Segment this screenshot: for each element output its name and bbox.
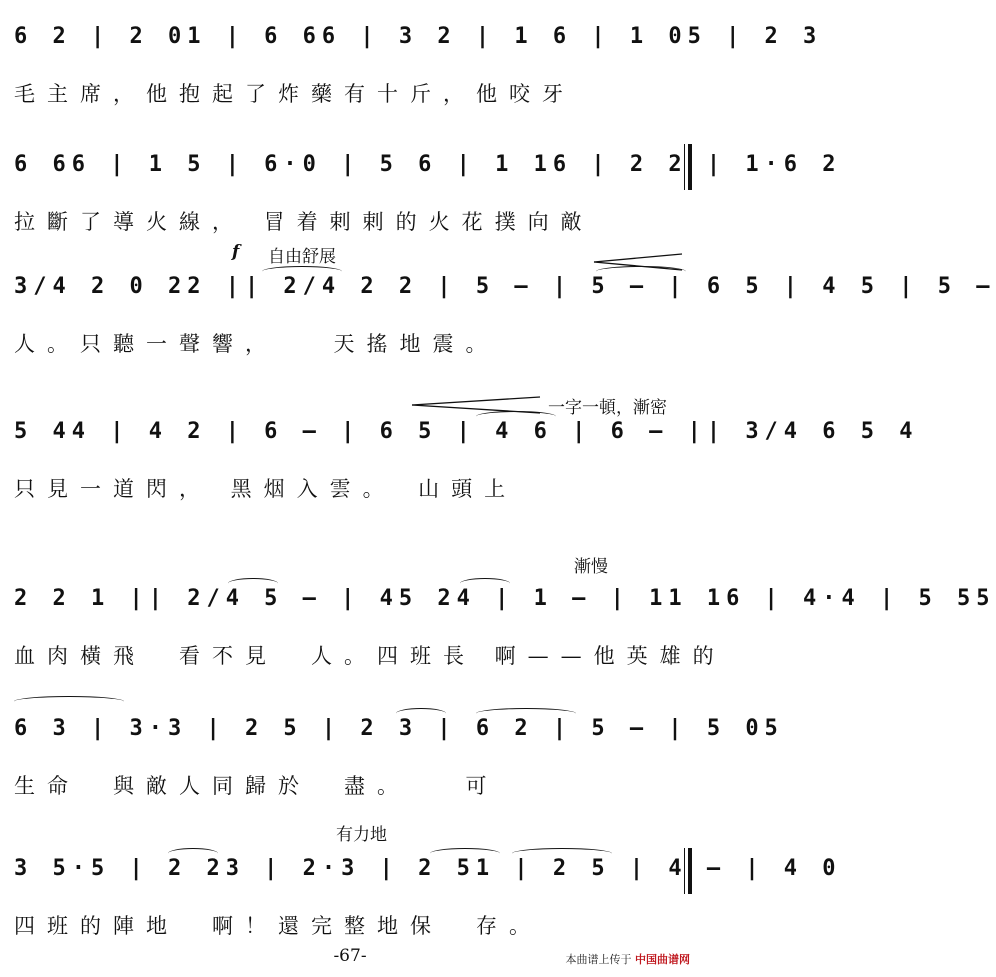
expression-marking: 有力地 [336, 825, 387, 845]
notation-row [0, 138, 842, 196]
lyrics-row: 生命 與敵人同歸於 盡。 可 [14, 774, 499, 798]
slur [228, 578, 278, 589]
slur [14, 696, 124, 707]
tie [596, 266, 686, 277]
notation-row [0, 405, 919, 463]
double-barline [684, 144, 692, 190]
notes: 5 44 | 4 2 | 6 — | 6 5 | 4 6 | 6 — || 3/4 6 5 4 [14, 419, 919, 444]
notes: 6 66 | 1 5 | 6·0 | 5 6 | 1 16 | 2 2 | 1·6 2 [14, 152, 842, 177]
notation-row [0, 10, 823, 68]
tie [512, 848, 612, 859]
slur [460, 578, 510, 589]
notes: 6 3 | 3·3 | 2 5 | 2 3 | 6 2 | 5 — | 5 05 [14, 716, 784, 741]
lyrics-row: 血肉橫飛 看不見 人。四班長 啊——他英雄的 [14, 644, 726, 668]
slur [396, 708, 446, 719]
lyrics-row: 四班的陣地 啊！還完整地保 存。 [14, 914, 542, 938]
page-number: -67- [333, 946, 367, 966]
site-logo: 中国曲谱网 [635, 953, 690, 966]
notation-row [0, 572, 996, 630]
lyrics-row: 只見一道閃， 黑烟入雲。 山頭上 [14, 477, 518, 501]
notation-row [0, 702, 784, 760]
notes: 3/4 2 0 22 || 2/4 2 2 | 5 — | 5 — | 6 5 | 4 5 | 5 — [14, 274, 996, 299]
tie [476, 411, 556, 422]
slur [430, 848, 500, 859]
slur [168, 848, 218, 859]
final-barline [684, 848, 692, 894]
source-credit [566, 951, 691, 967]
notation-row [0, 842, 842, 900]
lyrics-row: 拉斷了導火線， 冒着剌剌的火花撲向敵 [14, 210, 594, 234]
lyrics-row: 毛主席，他抱起了炸藥有十斤，他咬牙 [14, 82, 575, 106]
tie [476, 708, 576, 719]
notes: 2 2 1 || 2/4 5 — | 45 24 | 1 — | 11 16 | 4·4 | 5 55 [14, 586, 996, 611]
tempo-marking: 漸慢 [574, 557, 608, 577]
dynamic-forte: f [232, 242, 240, 262]
tie [262, 266, 342, 277]
notes: 3 5·5 | 2 23 | 2·3 | 2 51 | 2 5 | 4 — | 4 0 [14, 856, 842, 881]
notes: 6 2 | 2 01 | 6 66 | 3 2 | 1 6 | 1 05 | 2 3 [14, 24, 823, 49]
upload-label: 本曲谱上传于 [565, 953, 632, 966]
tempo-marking: 自由舒展 [268, 247, 336, 267]
notation-row [0, 260, 996, 318]
performance-direction: 一字一頓，漸密 [548, 398, 667, 418]
lyrics-row: 人。只聽一聲響， 天搖地震。 [14, 332, 499, 356]
